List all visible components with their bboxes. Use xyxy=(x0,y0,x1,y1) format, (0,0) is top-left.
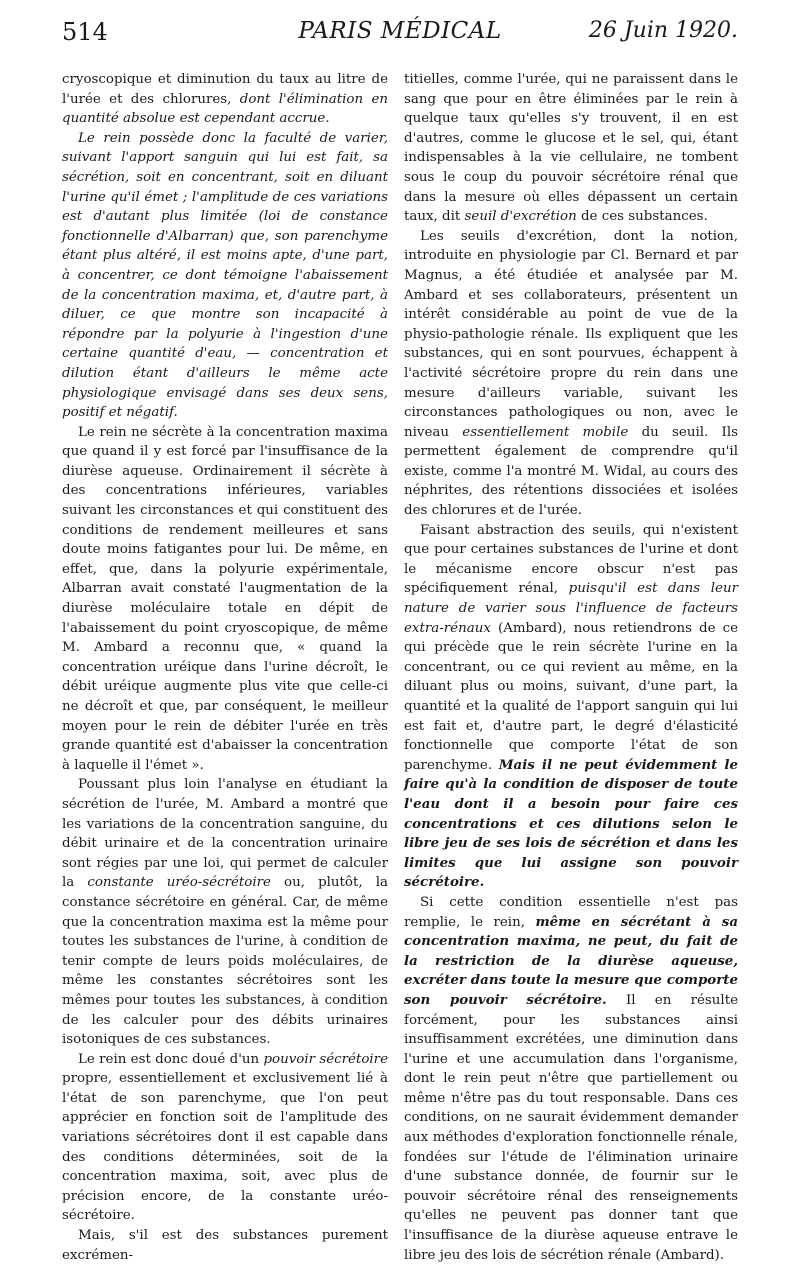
italic-text-run: seuil d'excrétion xyxy=(464,209,577,225)
text-run: propre, essentiellement et exclusivement lié à l'état de son parenchyme, que l'on peut apprécier en fonction soit de l'amplitude des variations sécrétoires dont il est capable dans des conditions déterminées, soit de la concentration maxima, soit, avec plus de précision encore, de la constante uréo-sécrétoire. xyxy=(62,1071,388,1224)
bold-italic-text-run: Mais il ne peut évidemment le faire qu'à la condition de disposer de toute l'eau dont il a besoin pour faire ces concentrations et ces dilutions selon le libre jeu de ses lois de sécrétion et dans les limites que lui assigne son pouvoir sécrétoire. xyxy=(404,756,738,891)
paragraph xyxy=(62,129,388,423)
paragraph xyxy=(404,521,738,893)
text-run: Si cette condition essentielle n'est pas remplie, le rein, xyxy=(404,894,738,930)
paragraph xyxy=(62,1226,388,1265)
text-run: du seuil. Ils permettent également de comprendre qu'il existe, comme l'a montré M. Widal, au cours des néphrites, des rétentions dissociées et isolées des chlorures et de l'urée. xyxy=(404,424,738,519)
italic-text-run: dont l'élimination en quantité absolue est cependant accrue. xyxy=(62,91,388,127)
italic-text-run: constante uréo-sécrétoire xyxy=(87,875,271,891)
text-run: ou, plutôt, la constance sécrétoire en général. Car, de même que la concentration maxima est la même pour toutes les substances de l'urine, à condition de tenir compte de leurs poids moléculaires, de même les constantes sécrétoires sont les mêmes pour toutes les substances, à condition de les calculer pour des débits urinaires isotoniques de ces substances. xyxy=(62,875,388,1048)
paragraph xyxy=(62,70,388,129)
paragraph xyxy=(404,893,738,1265)
italic-text-run: Le rein possède donc la faculté de varier, suivant l'apport sanguin qui lui est fait, sa sécrétion, soit en concentrant, soit en diluant l'urine qu'il émet ; l'amplitude de ces variations est d'autant plus limitée (loi de constance fonctionnelle d'Albarran) que, son parenchyme étant plus altéré, il est moins apte, d'une part, à concentrer, ce dont témoigne l'abaissement de la concentration maxima, et, d'autre part, à diluer, ce que montre son incapacité à répondre par la polyurie à l'ingestion d'une certaine quantité d'eau, — concentration et dilution étant d'ailleurs le même acte physiologique envisagé dans ses deux sens, positif et négatif. xyxy=(62,130,388,421)
text-run: de ces substances. xyxy=(576,209,708,225)
text-run: (Ambard), nous retiendrons de ce qui précède que le rein sécrète l'urine en la concentrant, ou ce qui revient au même, en la diluant plus ou moins, suivant, d'une part, la quantité et la qualité de l'apport sanguin qui lui est fait et, d'autre part, le degré d'élasticité fonctionnelle que comporte l'état de son parenchyme. xyxy=(404,620,738,773)
text-run: Poussant plus loin l'analyse en étudiant la sécrétion de l'urée, M. Ambard a montré que les variations de la concentration sanguine, du débit urinaire et de la concentration urinaire sont régies par une loi, qui permet de calculer la xyxy=(62,777,388,891)
running-header xyxy=(62,18,738,58)
text-run: titielles, comme l'urée, qui ne paraissent dans le sang que pour en être éliminées par le rein à quelque taux qu'elles s'y trouvent, il en est d'autres, comme le glucose et le sel, qui, étant indispensables à la vie cellulaire, ne tombent sous le coup du pouvoir sécrétoire rénal que dans la mesure où elles dépassent un certain taux, dit xyxy=(404,72,738,225)
italic-text-run: essentiellement mobile xyxy=(462,424,629,440)
text-run: Mais, s'il est des substances purement excrémen- xyxy=(62,1228,388,1263)
right-column xyxy=(404,70,738,1265)
paragraph xyxy=(404,70,738,227)
italic-text-run: pouvoir sécrétoire xyxy=(263,1051,388,1067)
text-run: Le rein est donc doué d'un xyxy=(78,1051,264,1067)
text-run: cryoscopique et diminution du taux au litre de l'urée et des chlorures, xyxy=(62,72,388,107)
left-column xyxy=(62,70,388,1265)
bold-italic-text-run: même en sécrétant à sa concentration maxima, ne peut, du fait de la restriction de la diurèse aqueuse, excréter dans toute la mesure que comporte son pouvoir sécrétoire. xyxy=(404,913,738,1008)
italic-text-run: puisqu'il est dans leur nature de varier sous l'influence de facteurs extra-rénaux xyxy=(404,581,738,636)
text-run: Il en résulte forcément, pour les substances ainsi insuffisamment excrétées, une diminution dans l'urine et une accumulation dans l'organisme, dont le rein peut n'être que partiellement ou même n'être pas du tout responsable. Dans ces conditions, on ne saurait évidemment demander aux méthodes d'exploration fonctionnelle rénale, fondées sur l'étude de l'élimination urinaire d'une substance donnée, de fournir sur le pouvoir sécrétoire rénal des renseignements qu'elles ne peuvent pas donner tant que l'insuffisance de la diurèse aqueuse entrave le libre jeu des lois de sécrétion rénale (Ambard). xyxy=(404,992,739,1263)
paragraph xyxy=(62,423,388,776)
issue-date: 26 Juin 1920. xyxy=(588,18,738,43)
text-run: Les seuils d'excrétion, dont la notion, introduite en physiologie par Cl. Bernard et par Magnus, a été étudiée et analysée par M. Ambard et ses collaborateurs, présentent un intérêt considérable au point de vue de la physio-pathologie rénale. Ils expliquent que les substances, qui en sont pourvues, échappent à l'activité sécrétoire propre du rein dans une mesure d'ailleurs variable, suivant les circonstances pathologiques ou non, avec le niveau xyxy=(404,228,738,440)
text-run: Faisant abstraction des seuils, qui n'existent que pour certaines substances de l'urine et dont le mécanisme encore obscur n'est pas spécifiquement rénal, xyxy=(404,522,738,597)
paragraph xyxy=(62,1050,388,1226)
text-run: Le rein ne sécrète à la concentration maxima que quand il y est forcé par l'insuffisance de la diurèse aqueuse. Ordinairement il sécrète à des concentrations inférieures, variables suivant les circonstances et qui constituent des conditions de rendement meilleures et sans doute moins fatigantes pour lui. De même, en effet, que, dans la polyurie expérimentale, Albarran avait constaté l'augmentation de la diurèse moléculaire totale en dépit de l'abaissement du point cryoscopique, de même M. Ambard a reconnu que, « quand la concentration uréique dans l'urine décroît, le débit uréique augmente plus vite que celle-ci ne décroît et que, par conséquent, le meilleur moyen pour le rein de débiter l'urée en très grande quantité est d'abaisser la concentration à laquelle il l'émet ». xyxy=(62,424,388,773)
paragraph xyxy=(404,227,738,521)
journal-title: PARIS MÉDICAL xyxy=(298,18,502,44)
paragraph xyxy=(62,775,388,1049)
page-number: 514 xyxy=(62,18,108,46)
